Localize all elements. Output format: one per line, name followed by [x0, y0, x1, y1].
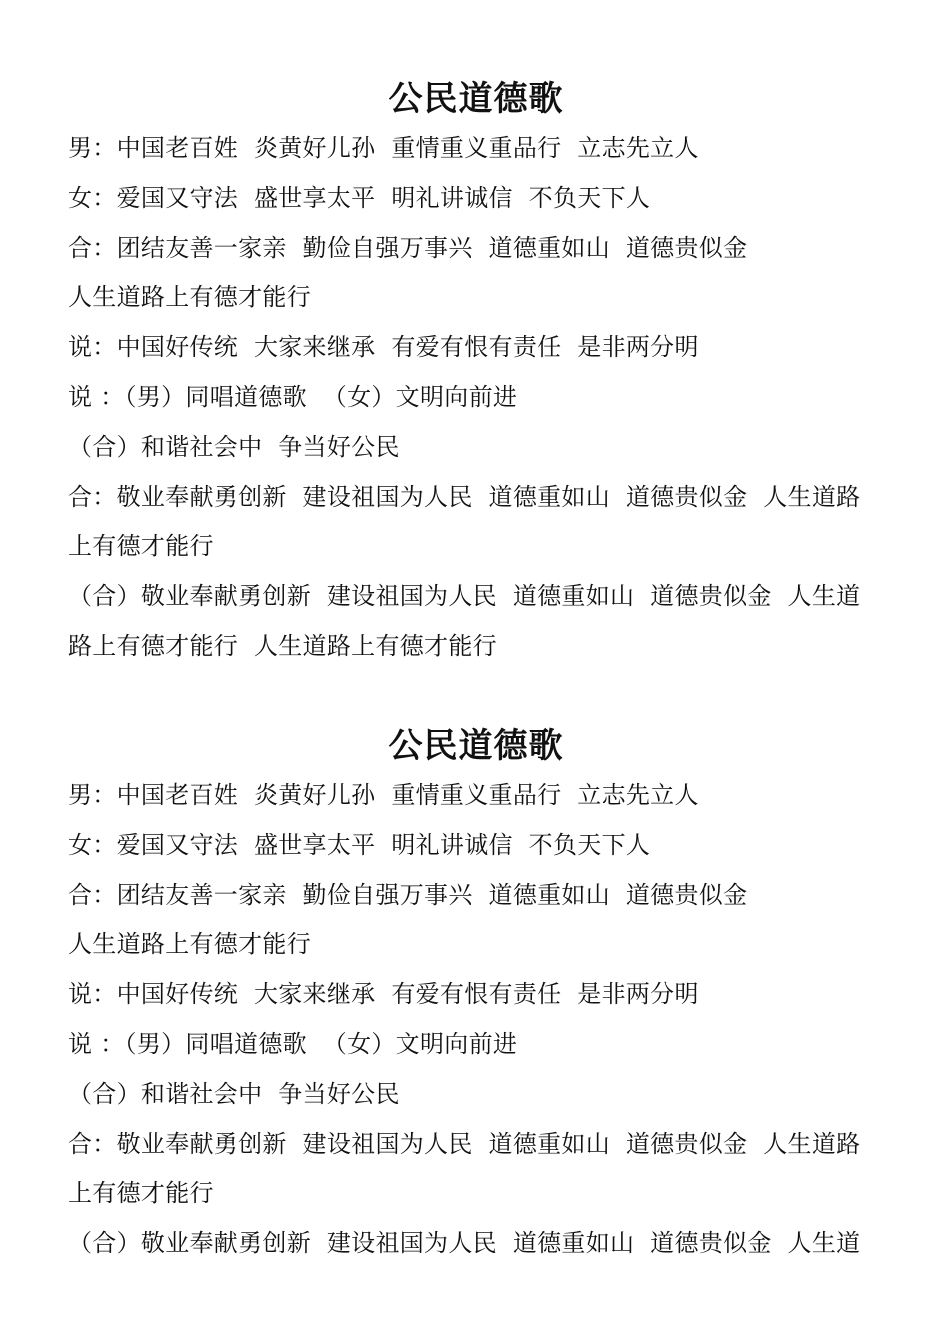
song-title: 公民道德歌	[388, 726, 564, 766]
lyric-line: 说 ：（男）同唱道德歌 （女）文明向前进	[68, 1029, 518, 1058]
lyric-line: 上有德才能行	[68, 1179, 214, 1208]
lyric-line: （合）和谐社会中 争当好公民	[68, 1079, 400, 1108]
lyric-line: 说：中国好传统 大家来继承 有爱有恨有责任 是非两分明	[68, 980, 699, 1009]
lyric-line: 女：爱国又守法 盛世享太平 明礼讲诚信 不负天下人	[68, 830, 651, 859]
song-section-2	[68, 721, 898, 1269]
lyric-line: 说：中国好传统 大家来继承 有爱有恨有责任 是非两分明	[68, 333, 699, 362]
song-title: 公民道德歌	[388, 79, 564, 119]
lyric-line: 合：敬业奉献勇创新 建设祖国为人民 道德重如山 道德贵似金 人生道路	[68, 1129, 861, 1158]
lyric-line: 男：中国老百姓 炎黄好儿孙 重情重义重品行 立志先立人	[68, 134, 699, 162]
lyric-line: 男：中国老百姓 炎黄好儿孙 重情重义重品行 立志先立人	[68, 781, 699, 809]
lyric-line: （合）敬业奉献勇创新 建设祖国为人民 道德重如山 道德贵似金 人生道	[68, 1229, 861, 1258]
lyric-line: 说 ：（男）同唱道德歌 （女）文明向前进	[68, 382, 518, 411]
lyric-line: 人生道路上有德才能行	[68, 930, 311, 959]
lyric-line: （合）敬业奉献勇创新 建设祖国为人民 道德重如山 道德贵似金 人生道	[68, 582, 861, 611]
lyric-line: 合：团结友善一家亲 勤俭自强万事兴 道德重如山 道德贵似金	[68, 880, 748, 909]
lyric-line: 人生道路上有德才能行	[68, 283, 311, 312]
lyric-line: 合：团结友善一家亲 勤俭自强万事兴 道德重如山 道德贵似金	[68, 233, 748, 262]
lyric-line: （合）和谐社会中 争当好公民	[68, 432, 400, 461]
song-section-1	[68, 74, 898, 672]
lyric-line: 上有德才能行	[68, 532, 214, 561]
lyric-line: 合：敬业奉献勇创新 建设祖国为人民 道德重如山 道德贵似金 人生道路	[68, 482, 861, 511]
lyric-line: 女：爱国又守法 盛世享太平 明礼讲诚信 不负天下人	[68, 183, 651, 212]
lyric-line: 路上有德才能行 人生道路上有德才能行	[68, 631, 497, 660]
